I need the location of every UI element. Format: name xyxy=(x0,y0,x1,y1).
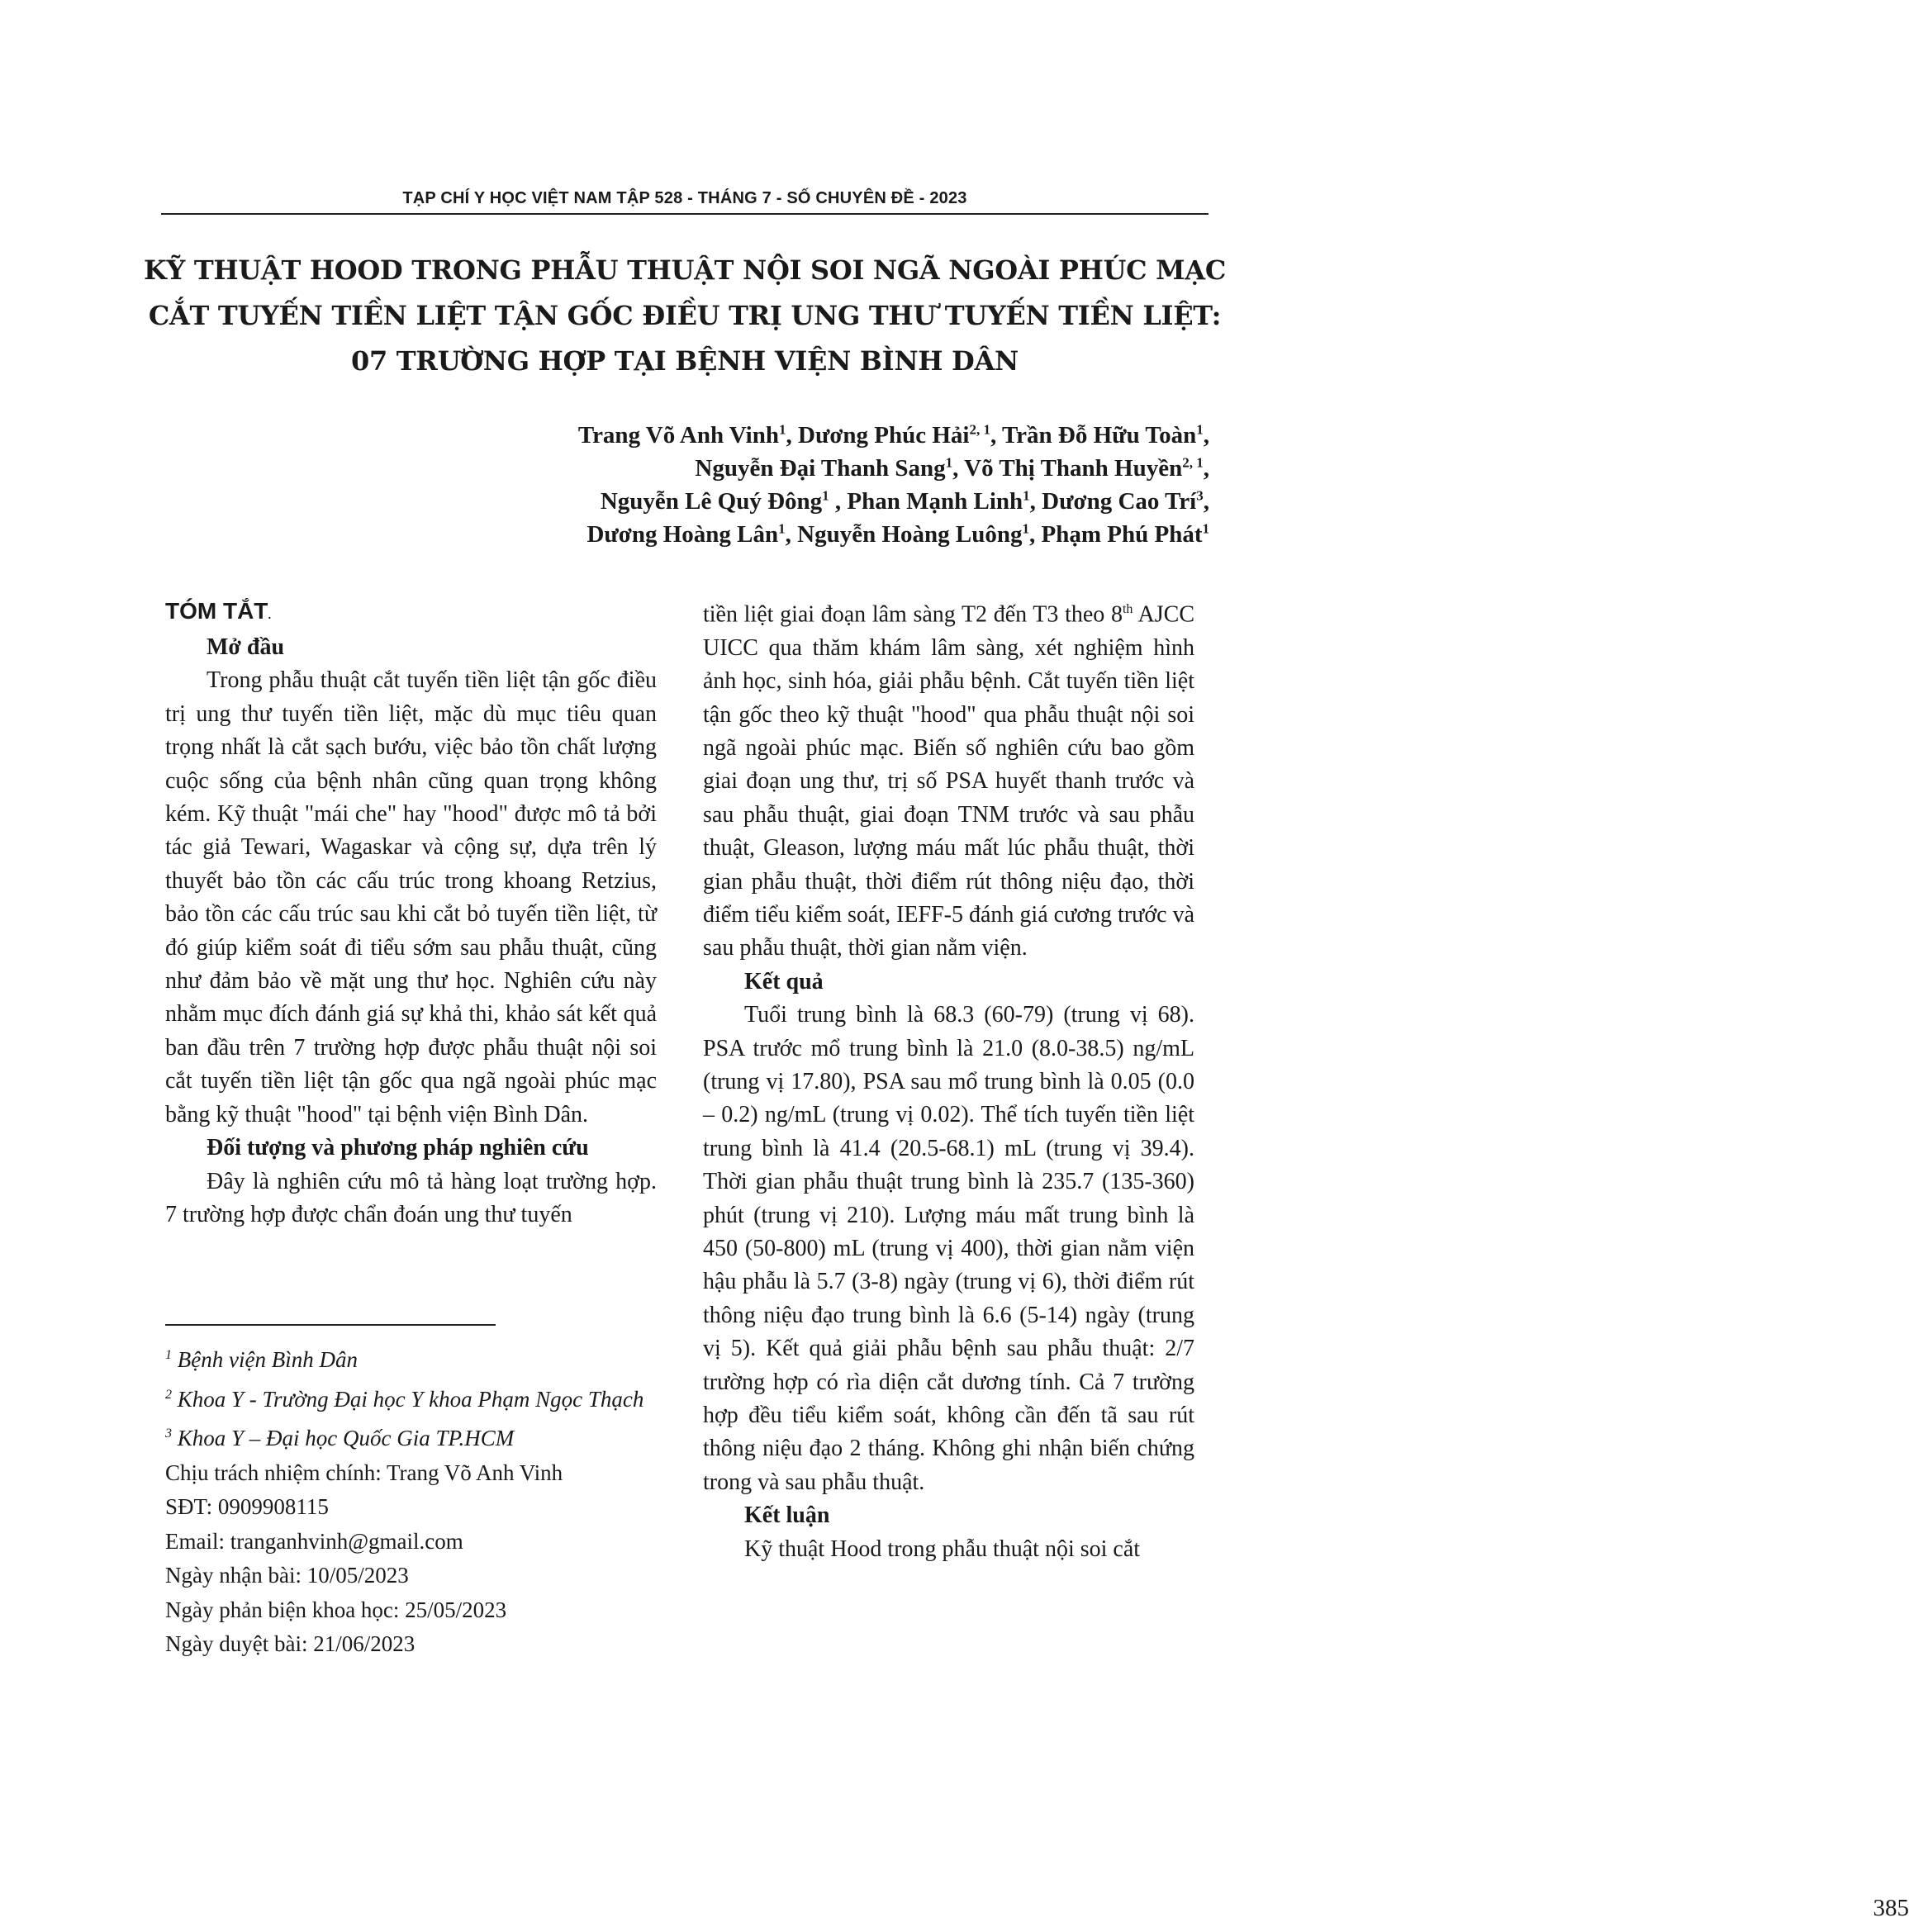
footnote-rule xyxy=(165,1324,496,1326)
page-number: 385 xyxy=(1873,1895,1909,1921)
affiliation-text: Bệnh viện Bình Dân xyxy=(177,1347,358,1372)
author-affiliation: 1 xyxy=(778,520,786,537)
author-line: Trang Võ Anh Vinh$^1$, Dương Phúc Hải$^{2, 1}$, Trần Đỗ Hữu Toàn$^1$, xyxy=(577,421,1209,449)
section-heading-conclusion: Kết luận xyxy=(744,1502,830,1529)
date-reviewed: Ngày phản biện khoa học: 25/05/2023 xyxy=(165,1597,507,1622)
title-line: 07 TRƯỜNG HỢP TẠI BỆNH VIỆN BÌNH DÂN xyxy=(351,345,1019,377)
abstract-heading: TÓM TẮT. xyxy=(165,598,272,624)
author-name: Dương Cao Trí xyxy=(1042,488,1197,515)
abstract-heading-text: TÓM TẮT xyxy=(165,598,268,624)
affiliation-note xyxy=(165,1378,657,1417)
author-line: Nguyễn Lê Quý Đông$^1$ , Phan Mạnh Linh$^1$, Dương Cao Trí$^3$, xyxy=(600,487,1209,515)
paragraph-results: Tuổi trung bình là 68.3 (60-79) (trung vị 68). PSA trước mổ trung bình là 21.0 (8.0-38.5) ng/mL (trung vị 17.80), PSA sau mổ trung bình là 0.05 (0.0 – 0.2) ng/mL (trung vị 0.02). Thể tích tuyến tiền liệt trung bình là 41.4 (20.5-68.1) mL (trung vị 39.4). Thời gian phẫu thuật trung bình là 235.7 (135-360) phút (trung vị 210). Lượng máu mất trung bình là 450 (50-800) mL (trung vị 400), thời gian nằm viện hậu phẫu là 5.7 (3-8) ngày (trung vị 6), thời điểm rút thông niệu đạo trung bình là 6.6 (5-14) ngày (trung vị 5). Kết quả giải phẫu bệnh sau phẫu thuật: 2/7 trường hợp có rìa diện cắt dương tính. Cả 7 trường hợp đều tiểu kiểm soát, không cần đến tã sau rút thông niệu đạo 2 tháng. Không ghi nhận biến chứng trong và sau phẫu thuật. xyxy=(703,1002,1194,1495)
author-affiliation: 3 xyxy=(1196,487,1204,504)
affiliation-number: 1 xyxy=(165,1348,172,1362)
author-name: Trang Võ Anh Vinh xyxy=(577,422,779,449)
methods-text: AJCC UICC qua thăm khám lâm sàng, xét nghiệm hình ảnh học, sinh hóa, giải phẫu bệnh. Cắt tuyến tiền liệt tận gốc theo kỹ thuật "hood" qua phẫu thuật nội soi ngã ngoài phúc mạc. Biến số nghiên cứu bao gồm giai đoạn ung thư, trị số PSA huyết thanh trước và sau phẫu thuật, giai đoạn TNM trước và sau phẫu thuật, Gleason, lượng máu mất lúc phẫu thuật, thời gian phẫu thuật, thời điểm rút thông niệu đạo, thời điểm tiểu kiểm soát, IEFF-5 đánh giá cương trước và sau phẫu thuật, thời gian nằm viện. xyxy=(703,601,1194,961)
corresponding-author: Chịu trách nhiệm chính: Trang Võ Anh Vinh xyxy=(165,1460,563,1485)
author-affiliation: 2, 1 xyxy=(969,421,990,438)
author-name: Trần Đỗ Hữu Toàn xyxy=(1001,422,1197,449)
author-affiliation: 1 xyxy=(779,421,786,438)
author-name: Nguyễn Lê Quý Đông xyxy=(600,488,823,515)
running-header: TẠP CHÍ Y HỌC VIỆT NAM TẬP 528 - THÁNG 7 - SỐ CHUYÊN ĐỀ - 2023 xyxy=(402,189,967,207)
author-affiliation: 1 xyxy=(1196,421,1204,438)
left-column xyxy=(165,593,657,1232)
affiliation-text: Khoa Y - Trường Đại học Y khoa Phạm Ngọc Thạch xyxy=(177,1386,644,1412)
author-name: Nguyễn Hoàng Luông xyxy=(797,521,1023,548)
author-affiliation: 1 xyxy=(1022,520,1030,537)
ordinal-suffix: th xyxy=(1122,602,1133,616)
paragraph-methods-continued xyxy=(703,593,1194,966)
section-heading-methods: Đối tượng và phương pháp nghiên cứu xyxy=(207,1135,589,1161)
paragraph-conclusion: Kỹ thuật Hood trong phẫu thuật nội soi cắt xyxy=(744,1536,1141,1562)
author-affiliation: 1 xyxy=(822,487,829,504)
header-rule xyxy=(161,213,1209,215)
section-heading-results: Kết quả xyxy=(744,968,824,994)
author-line: Dương Hoàng Lân$^1$, Nguyễn Hoàng Luông$^1$, Phạm Phú Phát$^1$ xyxy=(586,520,1209,548)
author-name: Võ Thị Thanh Huyền xyxy=(964,455,1183,482)
author-affiliation: 1 xyxy=(945,454,953,471)
email-address: Email: tranganhvinh@gmail.com xyxy=(165,1528,463,1554)
author-affiliation: 2, 1 xyxy=(1182,454,1204,471)
paragraph-methods-start: Đây là nghiên cứu mô tả hàng loạt trường hợp. 7 trường hợp được chẩn đoán ung thư tuyến xyxy=(165,1168,657,1227)
affiliation-number: 2 xyxy=(165,1387,172,1402)
affiliation-number: 3 xyxy=(165,1426,172,1441)
author-name: Nguyễn Đại Thanh Sang xyxy=(695,455,946,482)
right-column xyxy=(703,593,1909,1921)
affiliation-note xyxy=(165,1338,657,1378)
author-list xyxy=(218,419,1209,551)
author-name: Dương Hoàng Lân xyxy=(586,521,779,548)
paragraph-intro: Trong phẫu thuật cắt tuyến tiền liệt tận gốc điều trị ung thư tuyến tiền liệt, mặc dù mục tiêu quan trọng nhất là cắt sạch bướu, việc bảo tồn chất lượng cuộc sống của bệnh nhân cũng quan trọng không kém. Kỹ thuật "mái che" hay "hood" được mô tả bởi tác giả Tewari, Wagaskar và cộng sự, dựa trên lý thuyết bảo tồn các cấu trúc trong khoang Retzius, bảo tồn các cấu trúc sau khi cắt bỏ tuyến tiền liệt, từ đó giúp kiểm soát đi tiểu sớm sau phẫu thuật, cũng như đảm bảo về mặt ung thư học. Nghiên cứu này nhằm mục đích đánh giá sự khả thi, khảo sát kết quả ban đầu trên 7 trường hợp được phẫu thuật nội soi cắt tuyến tiền liệt tận gốc qua ngã ngoài phúc mạc bằng kỹ thuật "hood" tại bệnh viện Bình Dân. xyxy=(165,667,657,1127)
affiliation-text: Khoa Y – Đại học Quốc Gia TP.HCM xyxy=(177,1426,515,1450)
author-line: Nguyễn Đại Thanh Sang$^1$, Võ Thị Thanh Huyền$^{2, 1}$, xyxy=(695,454,1209,482)
author-affiliation: 1 xyxy=(1023,487,1030,504)
author-name: Dương Phúc Hải xyxy=(798,422,970,449)
title-line: KỸ THUẬT HOOD TRONG PHẪU THUẬT NỘI SOI NGÃ NGOÀI PHÚC MẠC xyxy=(143,254,1226,286)
section-heading-intro: Mở đầu xyxy=(207,634,285,660)
phone-number: SĐT: 0909908115 xyxy=(165,1494,329,1519)
article-title xyxy=(124,248,1246,384)
title-line: CẮT TUYẾN TIỀN LIỆT TẬN GỐC ĐIỀU TRỊ UNG THƯ TUYẾN TIỀN LIỆT: xyxy=(148,300,1222,331)
date-accepted: Ngày duyệt bài: 21/06/2023 xyxy=(165,1631,416,1656)
affiliation-note xyxy=(165,1417,657,1456)
methods-text: tiền liệt giai đoạn lâm sàng T2 đến T3 theo 8 xyxy=(703,601,1123,628)
footnotes xyxy=(165,1338,657,1662)
author-affiliation: 1 xyxy=(1202,520,1209,537)
author-name: Phan Mạnh Linh xyxy=(847,488,1023,515)
author-name: Phạm Phú Phát xyxy=(1041,521,1203,548)
date-received: Ngày nhận bài: 10/05/2023 xyxy=(165,1563,409,1588)
